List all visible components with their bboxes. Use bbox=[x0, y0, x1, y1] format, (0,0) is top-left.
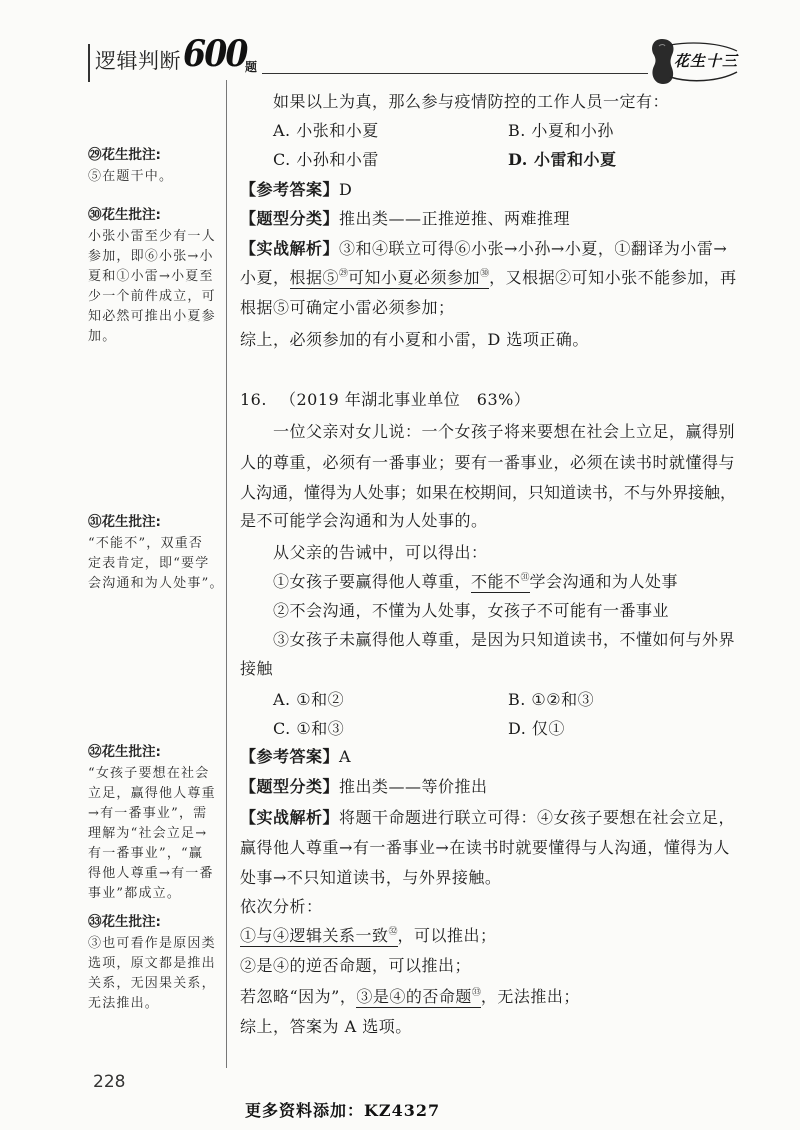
statement-text: 学会沟通和为人处事 bbox=[529, 572, 679, 591]
step-text: ①与④逻辑关系一致 bbox=[240, 926, 389, 945]
analysis-text: ③和④联立可得⑥小张→小孙→小夏，①翻译为小雷→ bbox=[339, 239, 728, 258]
logo-text: 花生十三 bbox=[674, 52, 739, 70]
note-text-line: ⑤在题干中。 bbox=[88, 169, 174, 184]
q15-option-c: C. 小孙和小雷 bbox=[273, 150, 379, 169]
note-text-line: 知必然可推出小夏参 bbox=[88, 309, 216, 324]
note-text-line: 有一番事业”，“赢 bbox=[88, 846, 204, 861]
book-title-unit: 题 bbox=[245, 60, 258, 74]
type-tag: 【题型分类】 bbox=[240, 777, 340, 796]
q16-stem-line: 是不可能学会沟通和为人处事的。 bbox=[240, 511, 488, 530]
analysis-tag: 【实战解析】 bbox=[240, 808, 340, 827]
statement-text: 不能不 bbox=[471, 572, 521, 591]
margin-note-32 bbox=[88, 742, 222, 904]
page-number: 228 bbox=[93, 1072, 126, 1092]
book-title: 逻辑判断 bbox=[95, 49, 181, 73]
underlined-text bbox=[356, 987, 481, 1008]
note-text-line: ③也可看作是原因类 bbox=[88, 936, 216, 951]
note-ref-29: ㉙ bbox=[339, 269, 349, 279]
note-text-line: 立足，赢得他人尊重 bbox=[88, 786, 216, 801]
q15-option-a: A. 小张和小夏 bbox=[273, 121, 379, 140]
type-value: 推出类——正推逆推、两难推理 bbox=[339, 209, 571, 228]
margin-note-31 bbox=[88, 512, 222, 594]
q16-stem-line: 人的尊重，必须有一番事业；要有一番事业，必须在读书时就懂得与 bbox=[240, 453, 736, 472]
note-label: ㉙花生批注: bbox=[88, 147, 161, 163]
q16-statement-1 bbox=[273, 567, 678, 597]
note-ref-31: ㉛ bbox=[520, 573, 530, 583]
q16-answer bbox=[240, 742, 351, 772]
q16-step-3 bbox=[240, 982, 580, 1012]
note-label: ㉚花生批注: bbox=[88, 207, 161, 223]
q16-stem-line: 一位父亲对女儿说：一个女孩子将来要想在社会上立足，赢得别 bbox=[273, 422, 736, 441]
note-ref-30: ㉚ bbox=[480, 269, 490, 279]
q16-option-c: C. ①和③ bbox=[273, 719, 345, 738]
q16-analysis-line bbox=[240, 803, 735, 833]
note-ref-33: ㉝ bbox=[471, 988, 481, 998]
main-column bbox=[240, 0, 740, 1130]
q16-type bbox=[240, 772, 488, 802]
answer-tag: 【参考答案】 bbox=[240, 180, 340, 199]
type-value: 推出类——等价推出 bbox=[339, 777, 488, 796]
answer-value: A bbox=[339, 747, 352, 766]
analysis-text: 可知小夏必须参加 bbox=[348, 268, 481, 287]
q16-option-d: D. 仅① bbox=[508, 719, 565, 738]
note-text-line: 少一个前件成立，可 bbox=[88, 289, 216, 304]
book-question-count: 600 bbox=[183, 33, 247, 75]
answer-value: D bbox=[339, 180, 353, 199]
margin-note-29 bbox=[88, 145, 222, 187]
q15-type bbox=[240, 204, 570, 234]
q16-stem-line: 人沟通，懂得为人处事；如果在校期间，只知道读书，不与外界接触， bbox=[240, 483, 737, 502]
q16-option-b: B. ①②和③ bbox=[508, 690, 595, 709]
note-text-line: 参加，即⑥小张→小 bbox=[88, 249, 214, 264]
q16-statement-3-cont: 接触 bbox=[240, 659, 274, 678]
note-text-line: 无法推出。 bbox=[88, 996, 160, 1011]
note-label: ㉜花生批注: bbox=[88, 744, 161, 760]
q16-step-1 bbox=[240, 921, 497, 951]
margin-note-33 bbox=[88, 912, 222, 1014]
analysis-text: 根据⑤ bbox=[289, 268, 340, 287]
note-ref-32: ㉜ bbox=[388, 927, 398, 937]
note-text-line: →有一番事业”，需 bbox=[88, 806, 208, 821]
q15-stem: 如果以上为真，那么参与疫情防控的工作人员一定有： bbox=[273, 92, 670, 111]
footer-promo: 更多资料添加：KZ4327 bbox=[245, 1101, 441, 1120]
note-text-line: 加。 bbox=[88, 329, 117, 344]
statement-text: ①女孩子要赢得他人尊重， bbox=[273, 572, 472, 591]
note-text-line: 选项，原文都是推出 bbox=[88, 956, 216, 971]
q15-answer bbox=[240, 175, 352, 205]
step-text: 若忽略“因为”， bbox=[240, 987, 357, 1006]
q15-option-d: D. 小雷和小夏 bbox=[508, 150, 617, 169]
q16-statement-2: ②不会沟通，不懂为人处事，女孩子不可能有一番事业 bbox=[273, 601, 670, 620]
note-text-line: 理解为“社会立足→ bbox=[88, 826, 208, 841]
analysis-text: 小夏， bbox=[240, 268, 290, 287]
step-text: ，无法推出； bbox=[480, 987, 580, 1006]
note-text-line: 得他人尊重→有一番 bbox=[88, 866, 214, 881]
note-text-line: “不能不”，双重否 bbox=[88, 536, 204, 551]
note-label: ㉛花生批注: bbox=[88, 514, 161, 530]
q15-analysis-line: 根据⑤可确定小雷必须参加； bbox=[240, 298, 455, 317]
q15-option-b: B. 小夏和小孙 bbox=[508, 121, 614, 140]
note-text-line: “女孩子要想在社会 bbox=[88, 766, 210, 781]
analysis-text: 将题干命题进行联立可得：④女孩子要想在社会立足， bbox=[339, 808, 736, 827]
q16-step-2: ②是④的逆否命题，可以推出； bbox=[240, 956, 472, 975]
q16-steps-intro: 依次分析： bbox=[240, 897, 323, 916]
note-text-line: 夏和①小雷→小夏至 bbox=[88, 269, 214, 284]
analysis-tag: 【实战解析】 bbox=[240, 239, 340, 258]
column-divider bbox=[226, 80, 227, 1068]
q15-analysis-line bbox=[240, 263, 737, 293]
q16-analysis-line: 处事→不只知道读书，与外界接触。 bbox=[240, 868, 502, 887]
step-text: ，可以推出； bbox=[397, 926, 497, 945]
q16-conclusion: 综上，答案为 A 选项。 bbox=[240, 1017, 412, 1036]
question-source: （2019 年湖北事业单位 63%） bbox=[280, 390, 531, 409]
question-number: 16. bbox=[240, 390, 267, 409]
q16-option-a: A. ①和② bbox=[273, 690, 345, 709]
q16-statement-3: ③女孩子未赢得他人尊重，是因为只知道读书，不懂如何与外界 bbox=[273, 630, 736, 649]
analysis-text: ，又根据②可知小张不能参加，再 bbox=[489, 268, 737, 287]
margin-note-30 bbox=[88, 205, 222, 347]
q16-heading bbox=[240, 385, 530, 415]
header-bar bbox=[88, 44, 90, 82]
type-tag: 【题型分类】 bbox=[240, 209, 340, 228]
q15-analysis-line bbox=[240, 234, 727, 264]
note-text-line: 定表肯定，即“要学 bbox=[88, 556, 210, 571]
note-text-line: 小张小雷至少有一人 bbox=[88, 229, 216, 244]
q15-conclusion: 综上，必须参加的有小夏和小雷，D 选项正确。 bbox=[240, 330, 589, 349]
step-text: ③是④的否命题 bbox=[356, 987, 472, 1006]
answer-tag: 【参考答案】 bbox=[240, 747, 340, 766]
q16-prompt: 从父亲的告诫中，可以得出： bbox=[273, 543, 488, 562]
underlined-text bbox=[240, 926, 398, 947]
underlined-text bbox=[471, 572, 530, 593]
q16-analysis-line: 赢得他人尊重→有一番事业→在读书时就要懂得与人沟通，懂得为人 bbox=[240, 838, 730, 857]
note-text-line: 会沟通和为人处事”。 bbox=[88, 576, 224, 591]
underlined-text bbox=[290, 268, 490, 289]
note-text-line: 关系，无因果关系， bbox=[88, 976, 216, 991]
note-text-line: 事业”都成立。 bbox=[88, 886, 182, 901]
note-label: ㉝花生批注: bbox=[88, 914, 161, 930]
